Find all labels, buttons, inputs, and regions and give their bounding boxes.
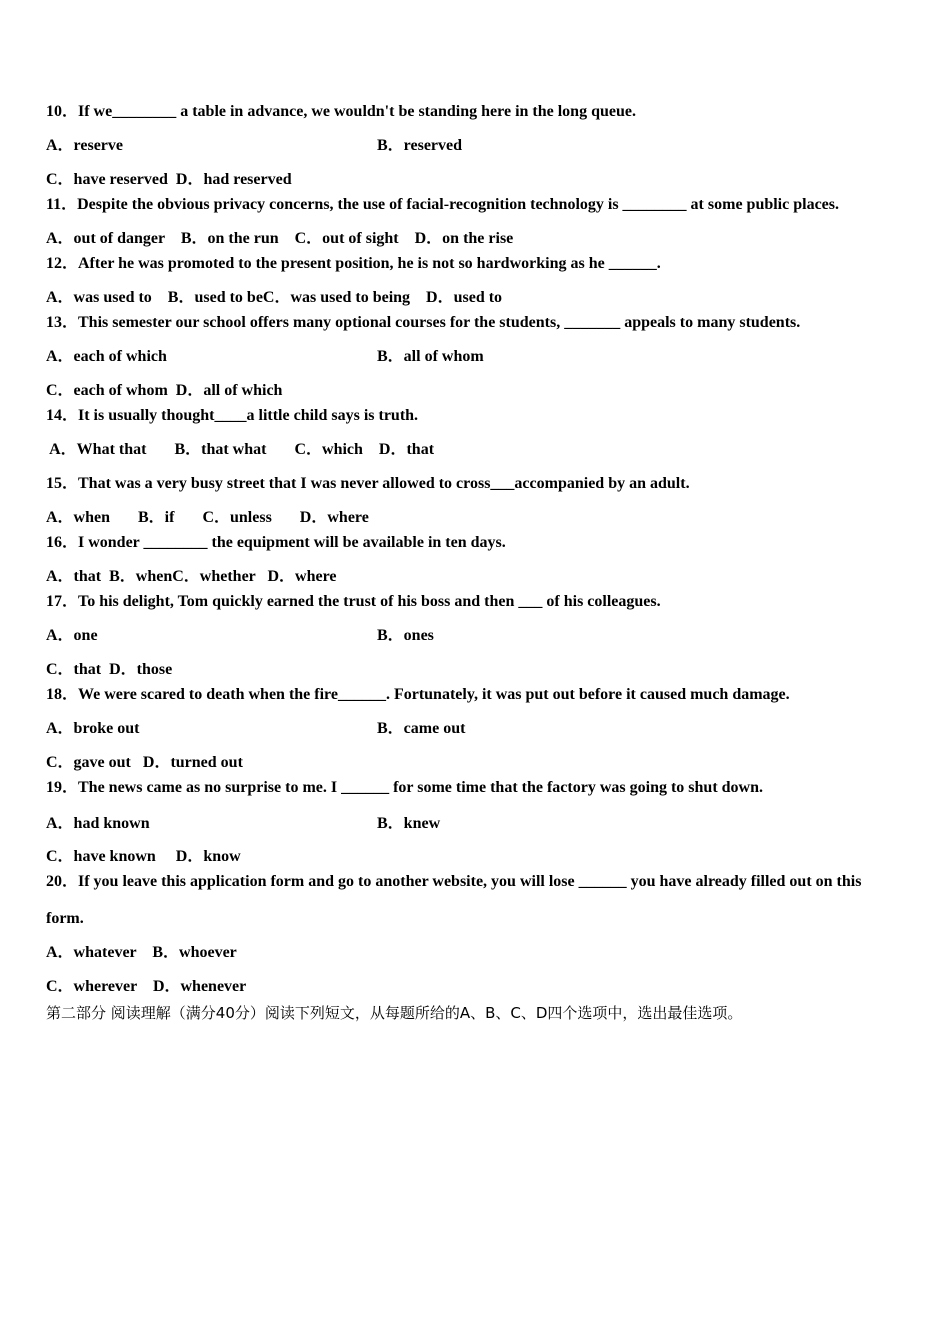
question-17-stem: 17．To his delight, Tom quickly earned the trust of his boss and then ___ of his colleagues. <box>46 593 661 610</box>
question-20-options-cd: C．wherever D．whenever <box>46 978 247 995</box>
question-13-options-cd: C．each of whom D．all of which <box>46 382 283 399</box>
question-18-option-a: A．broke out <box>46 720 140 737</box>
question-10-option-b: B．reserved <box>377 137 463 154</box>
question-15-stem: 15．That was a very busy street that I was never allowed to cross___accompanied by an adult. <box>46 475 690 492</box>
question-15-options: A．when B．if C．unless D．where <box>46 509 369 526</box>
question-13-option-b: B．all of whom <box>377 348 484 365</box>
question-18-stem: 18．We were scared to death when the fire______. Fortunately, it was put out before it caused much damage. <box>46 686 790 703</box>
question-19-option-b: B．knew <box>377 815 441 832</box>
question-17-option-a: A．one <box>46 627 98 644</box>
question-19-options-cd: C．have known D．know <box>46 848 241 865</box>
question-16-stem: 16．I wonder ________ the equipment will be available in ten days. <box>46 534 506 551</box>
question-16-options: A．that B．whenC．whether D．where <box>46 568 337 585</box>
question-20-options-ab: A．whatever B．whoever <box>46 944 237 961</box>
question-20-stem: 20．If you leave this application form and go to another website, you will lose ______ you have already filled out on this <box>46 873 862 890</box>
question-12-stem: 12．After he was promoted to the present position, he is not so hardworking as he ______. <box>46 255 661 272</box>
question-19-stem: 19．The news came as no surprise to me. I ______ for some time that the factory was going to shut down. <box>46 779 763 796</box>
question-18-options-cd: C．gave out D．turned out <box>46 754 243 771</box>
question-14-stem: 14．It is usually thought____a little child says is truth. <box>46 407 419 424</box>
question-13-stem: 13．This semester our school offers many optional courses for the students, _______ appeals to many students. <box>46 314 801 331</box>
question-11-stem: 11．Despite the obvious privacy concerns, the use of facial-recognition technology is ________ at some public places. <box>46 196 839 213</box>
question-17-option-b: B．ones <box>377 627 434 644</box>
question-13-option-a: A．each of which <box>46 348 167 365</box>
question-10-options-cd: C．have reserved D．had reserved <box>46 171 292 188</box>
question-17-options-cd: C．that D．those <box>46 661 173 678</box>
question-12-options: A．was used to B．used to beC．was used to being D．used to <box>46 289 503 306</box>
question-20-stem-continued: form. <box>46 910 84 927</box>
question-10-option-a: A．reserve <box>46 137 124 154</box>
question-19-option-a: A．had known <box>46 815 150 832</box>
question-11-options: A．out of danger B．on the run C．out of sight D．on the rise <box>46 230 514 247</box>
question-14-options: A．What that B．that what C．which D．that <box>46 441 435 458</box>
question-10-stem: 10．If we________ a table in advance, we wouldn't be standing here in the long queue. <box>46 103 636 120</box>
question-18-option-b: B．came out <box>377 720 466 737</box>
section-heading-reading: 第二部分 阅读理解（满分40分）阅读下列短文，从每题所给的A、B、C、D四个选项中，选出最佳选项。 <box>46 1004 743 1022</box>
